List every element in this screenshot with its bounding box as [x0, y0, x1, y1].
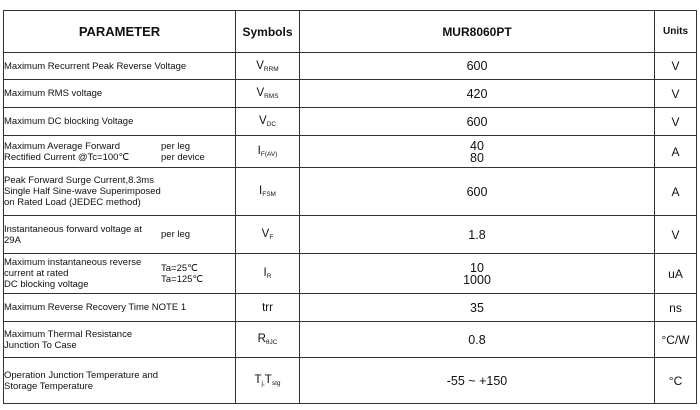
table-row: [4, 136, 697, 168]
unit-cell: A: [655, 136, 697, 168]
condition-line: Ta=125℃: [161, 273, 204, 285]
symbol-cell: [236, 136, 300, 168]
symbol-subscript: θJC: [265, 339, 278, 346]
symbol-subscript: j,: [261, 380, 265, 387]
table-row: [4, 53, 697, 80]
symbol-cell: [236, 80, 300, 108]
parameter-line: on Rated Load (JEDEC method): [4, 197, 141, 208]
parameter-cell: [4, 254, 236, 294]
symbol-subscript: stg: [271, 380, 281, 387]
parameter-cell: [4, 216, 236, 254]
parameter-wrap: [4, 224, 235, 246]
unit-cell: V: [655, 108, 697, 136]
symbol-cell: [236, 168, 300, 216]
parameter-line: Storage Temperature: [4, 380, 94, 392]
parameter-line: Operation Junction Temperature and: [4, 369, 159, 381]
symbol-letter: T: [254, 374, 262, 386]
table-row: [4, 216, 697, 254]
parameter-cell: [4, 358, 236, 404]
symbol-subscript: F(AV): [260, 151, 278, 158]
value-line: 1000: [463, 272, 491, 287]
parameter-line: current at rated: [4, 268, 69, 279]
parameter-cell: [4, 322, 236, 358]
value-cell: 0.8: [300, 322, 655, 358]
unit-cell: V: [655, 80, 697, 108]
value-cell: [300, 136, 655, 168]
header-parameter: PARAMETER: [4, 11, 236, 53]
value-cell: -55 ~ +150: [300, 358, 655, 404]
symbol-cell: [236, 322, 300, 358]
table-row: [4, 294, 697, 322]
table-row: [4, 80, 697, 108]
table-row: [4, 108, 697, 136]
parameter-line: Maximum Average Forward: [4, 140, 120, 152]
symbol-letter: R: [257, 333, 266, 345]
symbol-subscript: RMS: [264, 93, 279, 100]
parameter-wrap: [4, 257, 235, 290]
specifications-table: [3, 10, 697, 404]
condition-line: per device: [161, 151, 205, 163]
symbol-subscript: FSM: [262, 191, 276, 198]
symbol-letter: T: [264, 374, 272, 386]
unit-cell: °C/W: [655, 322, 697, 358]
header-symbols: Symbols: [236, 11, 300, 53]
table-row: [4, 322, 697, 358]
value-cell: 600: [300, 108, 655, 136]
parameter-cell: Maximum DC blocking Voltage: [4, 108, 236, 136]
symbol-subscript: R: [266, 273, 272, 280]
symbol-subscript: RRM: [263, 65, 279, 73]
symbol-cell: [236, 53, 300, 80]
symbol-letter: I: [263, 267, 267, 279]
unit-cell: V: [655, 53, 697, 80]
header-row: [4, 11, 697, 53]
parameter-line: Maximum Thermal Resistance: [4, 328, 133, 340]
parameter-line: Maximum instantaneous reverse: [4, 257, 142, 268]
parameter-line: Junction To Case: [4, 339, 77, 351]
value-line: 80: [470, 150, 484, 165]
symbol-letter: V: [258, 115, 267, 127]
parameter-cell: Maximum RMS voltage: [4, 80, 236, 108]
parameter-text: [4, 257, 161, 290]
parameter-line: Rectified Current @Tc=100℃: [4, 151, 130, 163]
value-cell: 420: [300, 80, 655, 108]
value-line: 40: [470, 138, 484, 153]
parameter-text: Instantaneous forward voltage at 29A: [4, 223, 142, 246]
header-units: Units: [655, 11, 697, 53]
parameter-text: [4, 141, 161, 163]
symbol-letter: V: [261, 228, 270, 240]
symbol-subscript: F: [269, 234, 274, 241]
symbol-letter: I: [259, 185, 263, 197]
unit-cell: uA: [655, 254, 697, 294]
condition-line: Ta=25℃: [161, 262, 198, 274]
value-line: 10: [470, 260, 484, 275]
parameter-line: DC blocking voltage: [4, 279, 89, 290]
symbol-cell: [236, 216, 300, 254]
condition-text: [161, 141, 235, 163]
symbol-letter: V: [256, 87, 265, 99]
unit-cell: °C: [655, 358, 697, 404]
header-part-number: MUR8060PT: [300, 11, 655, 53]
symbol-letter: V: [256, 59, 264, 72]
table-row: [4, 168, 697, 216]
symbol-cell: [236, 254, 300, 294]
symbol-subscript: DC: [266, 121, 277, 128]
parameter-cell: [4, 168, 236, 216]
parameter-wrap: [4, 141, 235, 163]
value-cell: 1.8: [300, 216, 655, 254]
symbol-cell: [236, 358, 300, 404]
symbol-cell: trr: [236, 294, 300, 322]
parameter-cell: [4, 136, 236, 168]
symbol-cell: [236, 108, 300, 136]
unit-cell: ns: [655, 294, 697, 322]
value-cell: 35: [300, 294, 655, 322]
value-cell: 600: [300, 168, 655, 216]
symbol-letter: I: [257, 145, 261, 157]
table-row: [4, 358, 697, 404]
parameter-cell: Maximum Recurrent Peak Reverse Voltage: [4, 53, 236, 80]
value-cell: 600: [300, 53, 655, 80]
parameter-line: Single Half Sine-wave Superimposed: [4, 186, 161, 197]
parameter-cell: Maximum Reverse Recovery Time NOTE 1: [4, 294, 236, 322]
condition-text: [161, 263, 235, 285]
condition-text: per leg: [161, 229, 191, 240]
value-cell: [300, 254, 655, 294]
unit-cell: A: [655, 168, 697, 216]
condition-line: per leg: [161, 140, 191, 152]
table-row: [4, 254, 697, 294]
unit-cell: V: [655, 216, 697, 254]
parameter-line: Peak Forward Surge Current,8.3ms: [4, 175, 154, 186]
